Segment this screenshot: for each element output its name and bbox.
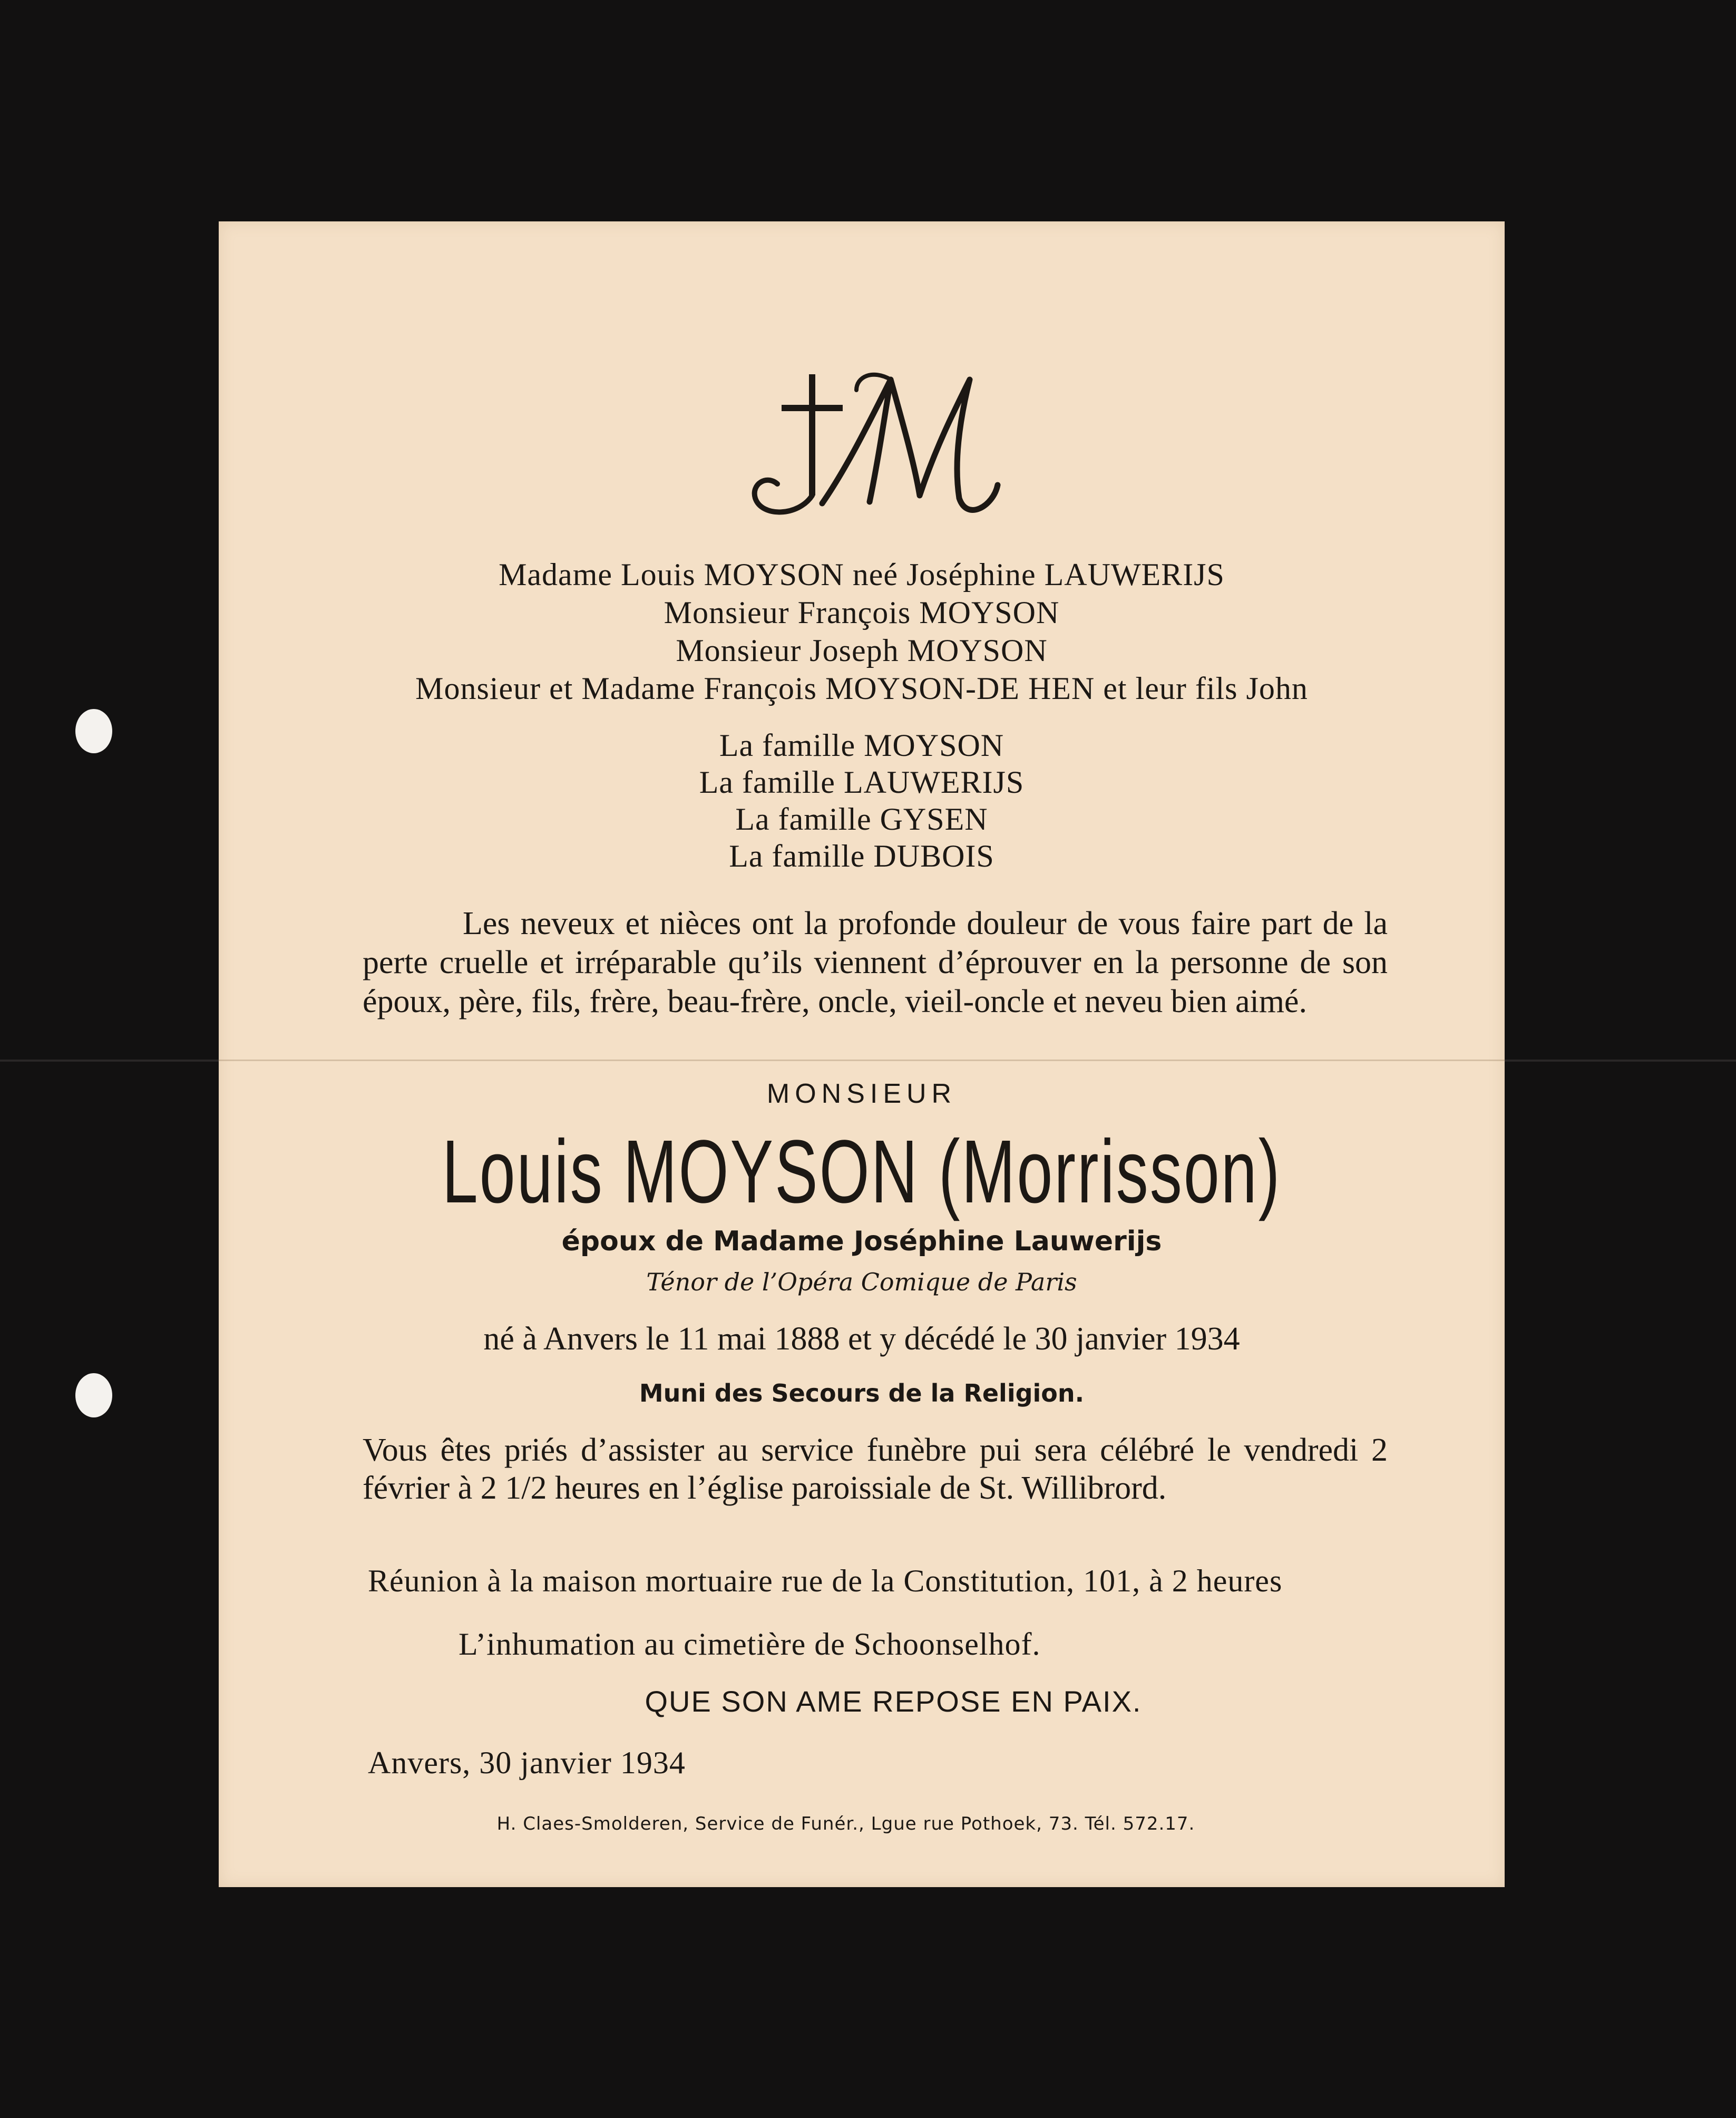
deceased-name-wrapper <box>219 1120 1505 1226</box>
birth-death-dates: né à Anvers le 11 mai 1888 et y décédé le 30 janvier 1934 <box>483 1321 1240 1357</box>
famille-line-4: La famille DUBOIS <box>729 839 994 873</box>
cross-m-monogram-icon <box>219 364 1505 522</box>
famille-line-3: La famille GYSEN <box>735 802 988 837</box>
announcement-paragraph: Les neveux et nièces ont la profonde douleur de vous faire part de la perte cruelle et irréparable qu’ils viennent d’éprouver en la personne de son époux, père, fils, frère, beau-frère, oncle, vieil-oncle et neveu bien aimé. <box>363 906 1388 1019</box>
burial-line: L’inhumation au cimetière de Schoonselhof. <box>459 1627 1041 1662</box>
card-fold-line <box>219 1060 1505 1061</box>
deceased-spouse: époux de Madame Joséphine Lauwerijs <box>561 1226 1162 1257</box>
deceased-name: Louis MOYSON (Morrisson) <box>442 1122 1282 1222</box>
punch-hole-top <box>75 709 112 753</box>
deceased-title: MONSIEUR <box>766 1079 957 1109</box>
punch-hole-bottom <box>75 1373 112 1417</box>
family-line-3: Monsieur Joseph MOYSON <box>676 633 1048 668</box>
sacraments-line: Muni des Secours de la Religion. <box>639 1379 1085 1407</box>
service-paragraph: Vous êtes priés d’assister au service funèbre pui sera célébré le vendredi 2 février à 2 1/2 heures en l’église paroissiale de St. Willibrord. <box>363 1432 1388 1506</box>
famille-line-1: La famille MOYSON <box>719 728 1004 763</box>
prayer-line: QUE SON AME REPOSE EN PAIX. <box>645 1685 1142 1718</box>
reunion-line: Réunion à la maison mortuaire rue de la Constitution, 101, à 2 heures <box>368 1563 1283 1598</box>
family-line-2: Monsieur François MOYSON <box>664 595 1060 630</box>
deceased-role: Ténor de l’Opéra Comique de Paris <box>646 1268 1077 1296</box>
place-date-line: Anvers, 30 janvier 1934 <box>368 1745 686 1780</box>
family-line-1: Madame Louis MOYSON neé Joséphine LAUWERIJS <box>499 557 1225 592</box>
family-line-4: Monsieur et Madame François MOYSON-DE HEN et leur fils John <box>415 671 1308 706</box>
death-notice-card <box>219 221 1505 1887</box>
printer-imprint: H. Claes-Smolderen, Service de Funér., Lgue rue Pothoek, 73. Tél. 572.17. <box>496 1813 1195 1834</box>
famille-line-2: La famille LAUWERIJS <box>699 765 1025 800</box>
